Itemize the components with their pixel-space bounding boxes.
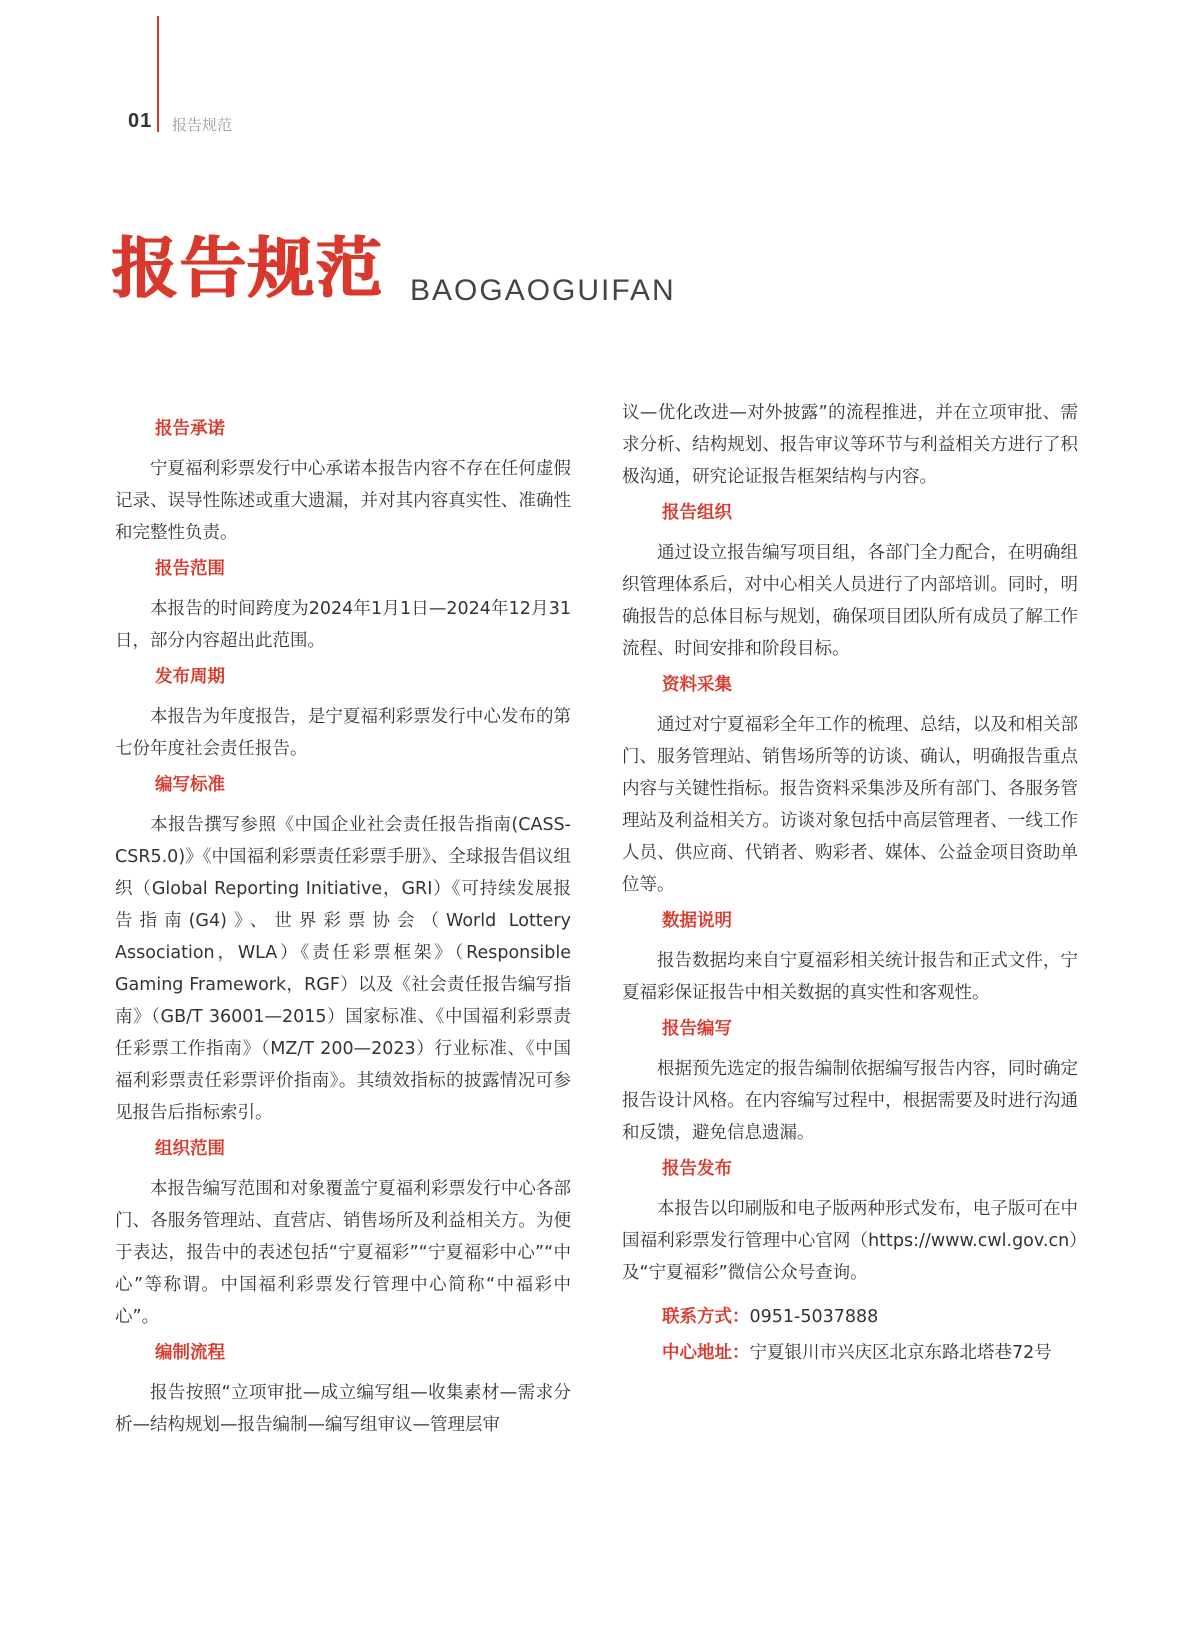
contact-address-value: 宁夏银川市兴庆区北京东路北塔巷72号 [749, 1343, 1052, 1363]
section-compilation-process [115, 1345, 571, 1441]
section-body: 报告按照“立项审批—成立编写组—收集素材—需求分析—结构规划—报告编制—编写组审议—管理层审 [115, 1383, 571, 1435]
section-body: 报告数据均来自宁夏福彩相关统计报告和正式文件，宁夏福彩保证报告中相关数据的真实性和客观性。 [622, 951, 1078, 1003]
section-organization-scope [115, 1141, 571, 1333]
section-heading: 发布周期 [155, 667, 225, 687]
section-body: 通过设立报告编写项目组，各部门全力配合，在明确组织管理体系后，对中心相关人员进行了内部培训。同时，明确报告的总体目标与规划，确保项目团队所有成员了解工作流程、时间安排和阶段目标。 [622, 543, 1078, 659]
page-title-pinyin: BAOGAOGUIFAN [410, 274, 676, 307]
section-writing-standards [115, 777, 571, 1129]
section-heading: 组织范围 [155, 1139, 225, 1159]
section-heading: 编制流程 [155, 1343, 225, 1363]
section-body: 本报告编写范围和对象覆盖宁夏福利彩票发行中心各部门、各服务管理站、直营店、销售场所及利益相关方。为便于表达，报告中的表述包括“宁夏福彩”“宁夏福彩中心”“中心”等称谓。中国福利彩票发行管理中心简称“中福彩中心”。 [115, 1179, 571, 1327]
section-data-description [622, 913, 1078, 1009]
contact-phone-value: 0951-5037888 [749, 1307, 879, 1327]
running-header: 报告规范 [172, 116, 233, 134]
section-body-continued: 议—优化改进—对外披露”的流程推进，并在立项审批、需求分析、结构规划、报告审议等环节与利益相关方进行了积极沟通，研究论证报告框架结构与内容。 [622, 403, 1078, 487]
section-report-organization [622, 505, 1078, 665]
section-report-release [622, 1161, 1078, 1289]
right-column [622, 403, 1078, 1381]
section-body: 本报告为年度报告，是宁夏福利彩票发行中心发布的第七份年度社会责任报告。 [115, 707, 571, 759]
section-release-cycle [115, 669, 571, 765]
page-number: 01 [128, 110, 153, 132]
section-report-writing [622, 1021, 1078, 1149]
section-heading: 编写标准 [155, 775, 225, 795]
section-heading: 数据说明 [662, 911, 732, 931]
section-heading: 报告范围 [155, 559, 225, 579]
contact-phone-label: 联系方式： [662, 1307, 750, 1327]
section-body: 本报告以印刷版和电子版两种形式发布，电子版可在中国福利彩票发行管理中心官网（https://www.cwl.gov.cn）及“宁夏福彩”微信公众号查询。 [622, 1199, 1078, 1283]
page-title: 报告规范 [112, 230, 384, 307]
section-body: 通过对宁夏福彩全年工作的梳理、总结，以及和相关部门、服务管理站、销售场所等的访谈、确认，明确报告重点内容与关键性指标。报告资料采集涉及所有部门、各服务管理站及利益相关方。访谈对象包括中高层管理者、一线工作人员、供应商、代销者、购彩者、媒体、公益金项目资助单位等。 [622, 715, 1078, 895]
section-heading: 报告承诺 [155, 419, 225, 439]
section-body: 宁夏福利彩票发行中心承诺本报告内容不存在任何虚假记录、误导性陈述或重大遗漏，并对其内容真实性、准确性和完整性负责。 [115, 459, 571, 543]
section-body: 本报告撰写参照《中国企业社会责任报告指南(CASS-CSR5.0)》《中国福利彩票责任彩票手册》、全球报告倡议组织（Global Reporting Initiative，GRI）《可持续发展报告指南(G4)》、世界彩票协会（World Lottery Association，WLA）《责任彩票框架》（Responsible Gaming Framework，RGF）以及《社会责任报告编写指南》（GB/T 36001—2015）国家标准、《中国福利彩票责任彩票工作指南》（MZ/T 200—2023）行业标准、《中国福利彩票责任彩票评价指南》。其绩效指标的披露情况可参见报告后指标索引。 [115, 815, 571, 1123]
section-body: 根据预先选定的报告编制依据编写报告内容，同时确定报告设计风格。在内容编写过程中，根据需要及时进行沟通和反馈，避免信息遗漏。 [622, 1059, 1078, 1143]
section-heading: 报告发布 [662, 1159, 732, 1179]
contact-address [622, 1337, 1078, 1369]
section-report-scope [115, 561, 571, 657]
left-column [115, 421, 571, 1453]
section-report-commitment [115, 421, 571, 549]
section-heading: 报告组织 [662, 503, 732, 523]
header-accent-rule [157, 16, 159, 132]
section-body: 本报告的时间跨度为2024年1月1日—2024年12月31日，部分内容超出此范围。 [115, 599, 571, 651]
section-heading: 报告编写 [662, 1019, 732, 1039]
section-heading: 资料采集 [662, 675, 732, 695]
contact-phone [622, 1301, 1078, 1333]
contact-address-label: 中心地址： [662, 1343, 750, 1363]
section-data-collection [622, 677, 1078, 901]
